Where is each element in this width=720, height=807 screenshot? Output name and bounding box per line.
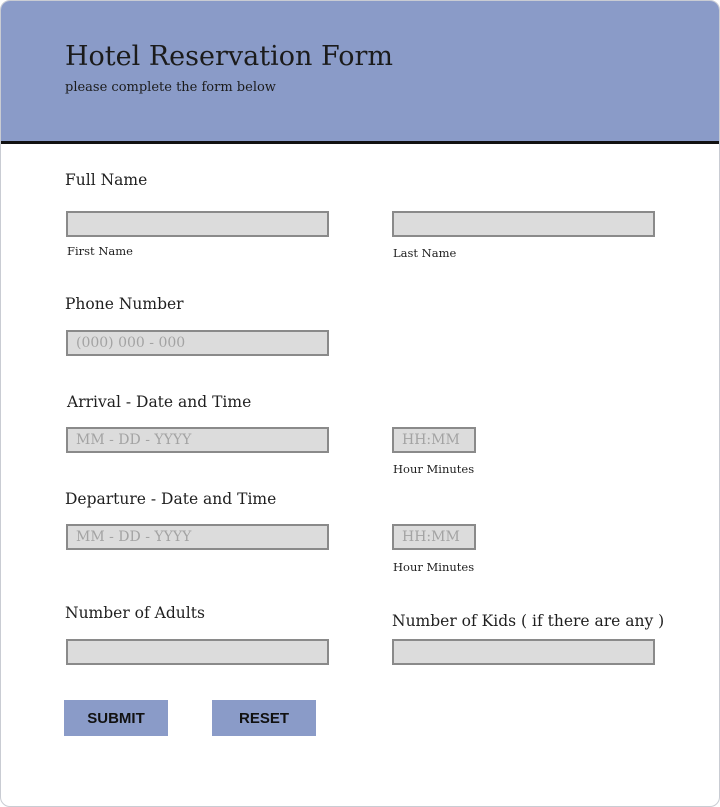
phone-input[interactable]	[66, 330, 329, 356]
submit-button[interactable]: SUBMIT	[64, 700, 168, 736]
arrival-time-sublabel: Hour Minutes	[393, 462, 475, 476]
reset-button[interactable]: RESET	[212, 700, 316, 736]
arrival-date-input[interactable]	[66, 427, 329, 453]
form-subtitle: please complete the form below	[65, 80, 276, 95]
last-name-sublabel: Last Name	[393, 246, 457, 260]
phone-label: Phone Number	[65, 295, 184, 313]
arrival-time-input[interactable]	[392, 427, 476, 453]
first-name-input[interactable]	[66, 211, 329, 237]
kids-label: Number of Kids ( if there are any )	[392, 612, 665, 630]
first-name-sublabel: First Name	[67, 244, 133, 258]
departure-time-input[interactable]	[392, 524, 476, 550]
last-name-input[interactable]	[392, 211, 655, 237]
arrival-label: Arrival - Date and Time	[67, 393, 252, 411]
departure-label: Departure - Date and Time	[65, 490, 277, 508]
full-name-label: Full Name	[65, 171, 148, 189]
departure-date-input[interactable]	[66, 524, 329, 550]
departure-time-sublabel: Hour Minutes	[393, 560, 475, 574]
adults-input[interactable]	[66, 639, 329, 665]
adults-label: Number of Adults	[65, 604, 205, 622]
form-header	[1, 1, 719, 144]
form-title: Hotel Reservation Form	[65, 41, 393, 72]
kids-input[interactable]	[392, 639, 655, 665]
